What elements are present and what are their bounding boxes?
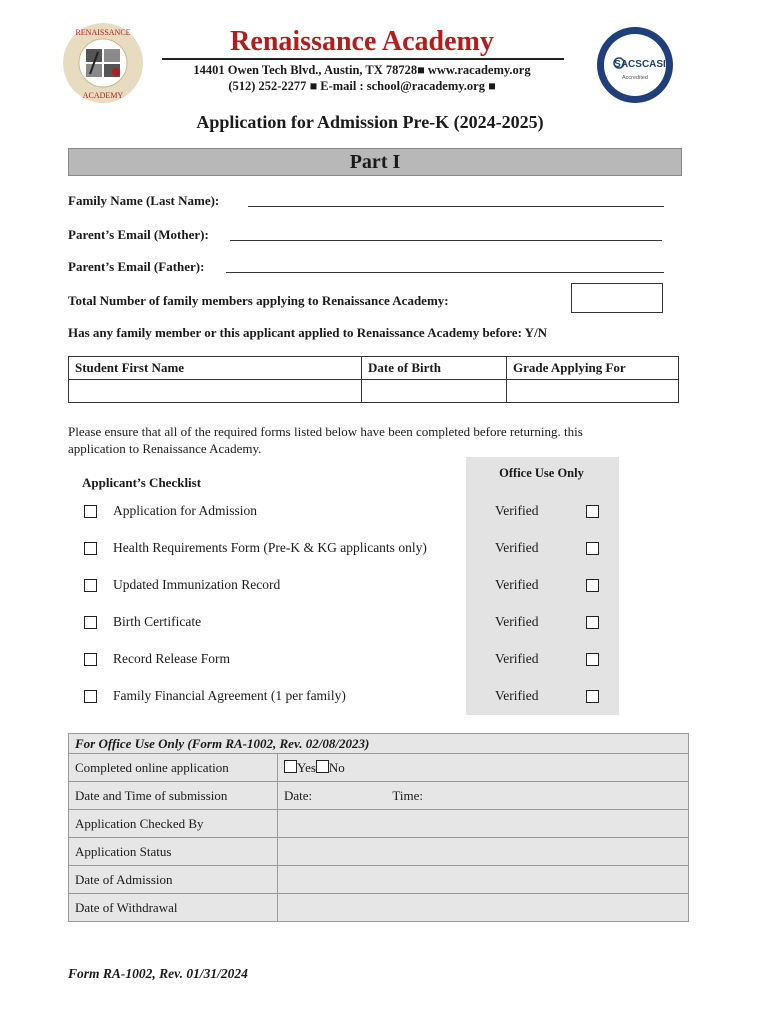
address: 14401 Owen Tech Blvd., Austin, TX 78728 bbox=[193, 63, 418, 77]
instructions-note: Please ensure that all of the required forms listed below have been completed before returning. this application to Renaissance Academy. bbox=[68, 424, 583, 456]
verified-label: Verified bbox=[495, 577, 539, 592]
yes-checkbox[interactable] bbox=[284, 760, 297, 773]
row-label: Completed online application bbox=[69, 754, 278, 782]
svg-text:RENAISSANCE: RENAISSANCE bbox=[75, 28, 131, 37]
svg-text:Accredited: Accredited bbox=[622, 75, 648, 81]
table-row bbox=[69, 866, 689, 894]
office-use-table bbox=[68, 733, 689, 922]
item-checkbox[interactable] bbox=[84, 505, 97, 518]
form-title: Application for Admission Pre-K (2024-2025) bbox=[196, 112, 544, 132]
mother-email-label: Parent’s Email (Mother): bbox=[68, 227, 209, 242]
online-application-cell bbox=[278, 754, 689, 782]
grade-applying-header: Grade Applying For bbox=[507, 357, 679, 380]
value-cell[interactable] bbox=[278, 810, 689, 838]
verified-checkbox[interactable] bbox=[586, 542, 599, 555]
row-label: Date and Time of submission bbox=[69, 782, 278, 810]
row-label: Application Checked By bbox=[69, 810, 278, 838]
value-cell[interactable] bbox=[278, 838, 689, 866]
item-checkbox[interactable] bbox=[84, 542, 97, 555]
value-cell[interactable] bbox=[278, 866, 689, 894]
office-table-header-row bbox=[69, 734, 689, 754]
verified-checkbox[interactable] bbox=[586, 653, 599, 666]
date-label: Date: bbox=[284, 787, 313, 803]
time-label: Time: bbox=[392, 787, 424, 803]
office-table-header: For Office Use Only (Form RA-1002, Rev. 02/08/2023) bbox=[69, 734, 689, 754]
website-link[interactable]: www.racademy.org bbox=[427, 63, 531, 77]
form-footer: Form RA-1002, Rev. 01/31/2024 bbox=[68, 966, 248, 981]
row-label: Date of Admission bbox=[69, 866, 278, 894]
date-of-birth-header: Date of Birth bbox=[362, 357, 507, 380]
svg-text:SACSCASI: SACSCASI bbox=[614, 59, 666, 70]
bullet-icon: ■ bbox=[309, 79, 318, 93]
verified-checkbox[interactable] bbox=[586, 616, 599, 629]
no-checkbox[interactable] bbox=[316, 760, 329, 773]
verified-label: Verified bbox=[495, 651, 539, 666]
item-checkbox[interactable] bbox=[84, 690, 97, 703]
bullet-icon: ■ bbox=[417, 63, 425, 77]
verified-checkbox[interactable] bbox=[586, 579, 599, 592]
item-label: Updated Immunization Record bbox=[113, 577, 281, 592]
item-label: Health Requirements Form (Pre-K & KG applicants only) bbox=[113, 540, 427, 555]
item-checkbox[interactable] bbox=[84, 616, 97, 629]
verified-label: Verified bbox=[495, 503, 539, 518]
part-heading: Part I bbox=[68, 148, 682, 176]
phone: (512) 252-2277 bbox=[228, 79, 307, 93]
svg-text:ACADEMY: ACADEMY bbox=[82, 91, 124, 100]
school-name: Renaissance Academy bbox=[230, 26, 494, 57]
checklist-heading: Applicant’s Checklist bbox=[82, 475, 202, 490]
value-cell[interactable] bbox=[278, 894, 689, 922]
no-label: No bbox=[328, 759, 345, 775]
item-label: Birth Certificate bbox=[113, 614, 202, 629]
verified-checkbox[interactable] bbox=[586, 505, 599, 518]
verified-label: Verified bbox=[495, 540, 539, 555]
table-row bbox=[69, 782, 689, 810]
table-row bbox=[69, 754, 689, 782]
submission-cell[interactable] bbox=[278, 782, 689, 810]
family-name-label: Family Name (Last Name): bbox=[68, 193, 220, 208]
student-first-name-header: Student First Name bbox=[69, 357, 362, 380]
yes-label: Yes bbox=[297, 759, 316, 775]
email[interactable]: E-mail : school@racademy.org bbox=[320, 79, 485, 93]
father-email-label: Parent’s Email (Father): bbox=[68, 259, 205, 274]
applied-before-label: Has any family member or this applicant applied to Renaissance Academy before: Y/N bbox=[68, 325, 548, 340]
item-checkbox[interactable] bbox=[84, 579, 97, 592]
row-label: Application Status bbox=[69, 838, 278, 866]
office-use-heading: Office Use Only bbox=[499, 466, 584, 480]
row-label: Date of Withdrawal bbox=[69, 894, 278, 922]
verified-label: Verified bbox=[495, 688, 539, 703]
family-count-label: Total Number of family members applying to Renaissance Academy: bbox=[68, 293, 449, 308]
item-label: Application for Admission bbox=[113, 503, 257, 518]
table-row bbox=[69, 810, 689, 838]
verified-checkbox[interactable] bbox=[586, 690, 599, 703]
bullet-icon: ■ bbox=[488, 79, 496, 93]
item-label: Family Financial Agreement (1 per family) bbox=[113, 688, 346, 703]
item-checkbox[interactable] bbox=[84, 653, 97, 666]
table-row bbox=[69, 894, 689, 922]
item-label: Record Release Form bbox=[113, 651, 230, 666]
verified-label: Verified bbox=[495, 614, 539, 629]
table-row bbox=[69, 838, 689, 866]
